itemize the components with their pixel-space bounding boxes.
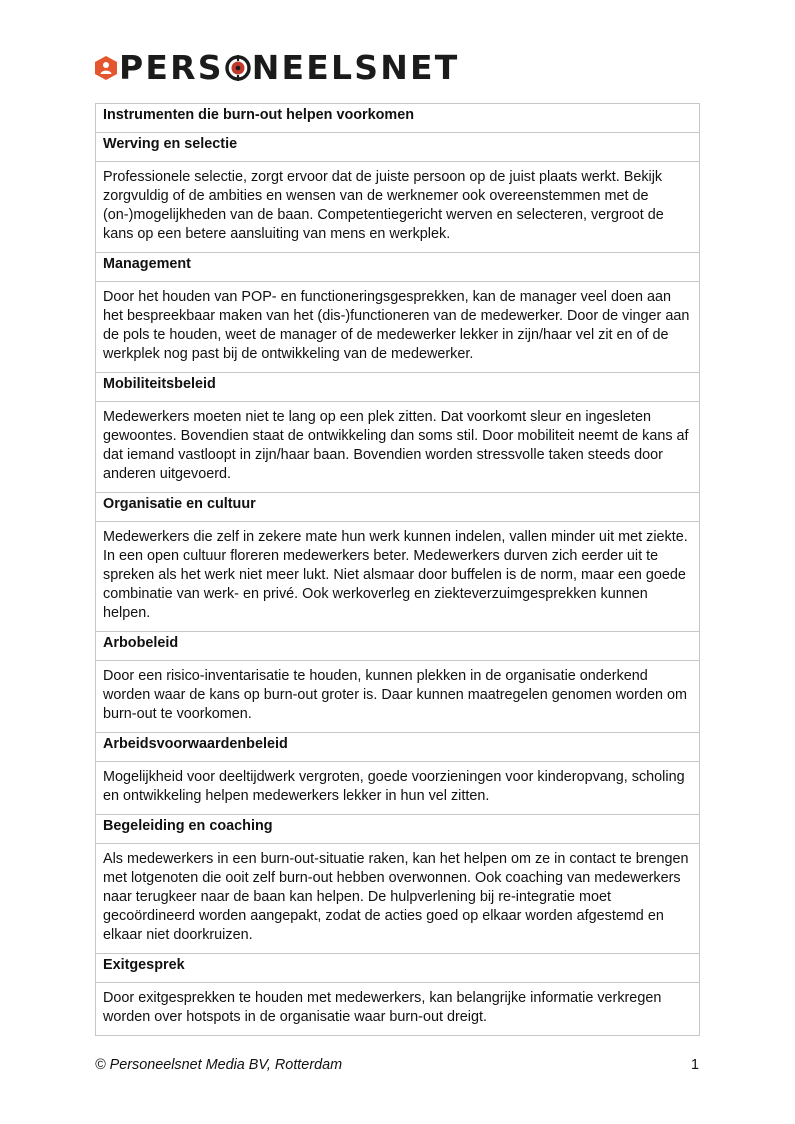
section-heading-row <box>96 815 700 844</box>
section-text: Medewerkers die zelf in zekere mate hun werk kunnen indelen, vallen minder uit met ziekte. In een open cultuur floreren medewerkers beter. Medewerkers durven zich eerder uit te spreken als het werk niet meer lukt. Niet alsmaar door buffelen is de norm, maar een goede combinatie van werk- en privé. Ook werkoverleg en ziekteverzuimgesprekken kunnen helpen. <box>96 522 700 632</box>
section-heading-row <box>96 253 700 282</box>
section-body-row <box>96 162 700 253</box>
section-text: Door exitgesprekken te houden met medewerkers, kan belangrijke informatie verkregen worden over hotspots in de organisatie waar burn-out dreigt. <box>96 983 700 1036</box>
section-text: Als medewerkers in een burn-out-situatie raken, kan het helpen om ze in contact te brengen met lotgenoten die ooit zelf burn-out hebben overwonnen. Ook coaching van medewerkers naar terugkeer naar de baan kan helpen. De hulpverlening bij re-integratie moet gecoördineerd worden aangepakt, zodat de acties goed op elkaar worden afgestemd en elkaar niet doorkruizen. <box>96 844 700 954</box>
section-heading-row <box>96 373 700 402</box>
section-text: Door het houden van POP- en functioneringsgesprekken, kan de manager veel doen aan het bespreekbaar maken van het (dis-)functioneren van de medewerker. Door de vinger aan de pols te houden, weet de manager of de medewerker lekker in zijn/haar vel zit en of de werkplek nog past bij de ontwikkeling van de medewerker. <box>96 282 700 373</box>
table-title-row <box>96 104 700 133</box>
section-body-row <box>96 402 700 493</box>
section-heading: Werving en selectie <box>96 133 700 162</box>
section-body-row <box>96 983 700 1036</box>
section-heading-row <box>96 133 700 162</box>
page-number: 1 <box>691 1057 700 1073</box>
section-body-row <box>96 661 700 733</box>
section-heading: Arbobeleid <box>96 632 700 661</box>
logo-wordmark <box>119 50 460 86</box>
section-heading: Organisatie en cultuur <box>96 493 700 522</box>
section-heading-row <box>96 954 700 983</box>
burnout-instruments-table <box>95 103 700 1036</box>
section-text: Professionele selectie, zorgt ervoor dat de juiste persoon op de juist plaats werkt. Bekijk zorgvuldig of de ambities en wensen van de werknemer ook overeenstemmen met de (on-)mogelijkheden van de baan. Competentiegericht werven en selecteren, vergroot de kans op een betere aansluiting van mens en werkplek. <box>96 162 700 253</box>
logo-text-pre: PERS <box>119 48 224 87</box>
section-text: Door een risico-inventarisatie te houden, kunnen plekken in de organisatie onderkend worden waar de kans op burn-out groter is. Daar kunnen maatregelen genomen worden om burn-out te voorkomen. <box>96 661 700 733</box>
section-heading: Arbeidsvoorwaardenbeleid <box>96 733 700 762</box>
section-heading-row <box>96 733 700 762</box>
section-text: Medewerkers moeten niet te lang op een plek zitten. Dat voorkomt sleur en ingesleten gewoontes. Bovendien staat de ontwikkeling dan soms stil. Door mobiliteit neemt de kans af dat iemand vastloopt in zijn/haar baan. Bovendien worden stressvolle taken steeds door anderen uitgevoerd. <box>96 402 700 493</box>
section-heading: Management <box>96 253 700 282</box>
section-heading: Begeleiding en coaching <box>96 815 700 844</box>
personeelsnet-logo <box>95 50 460 86</box>
target-icon <box>225 55 251 81</box>
footer-copyright: © Personeelsnet Media BV, Rotterdam <box>95 1057 343 1073</box>
section-heading: Mobiliteitsbeleid <box>96 373 700 402</box>
logo-text-post: NEELSNET <box>251 48 460 87</box>
section-heading-row <box>96 632 700 661</box>
table-title: Instrumenten die burn-out helpen voorkomen <box>96 104 700 133</box>
section-text: Mogelijkheid voor deeltijdwerk vergroten, goede voorzieningen voor kinderopvang, scholing en ontwikkeling helpen medewerkers lekker in hun vel zitten. <box>96 762 700 815</box>
hexagon-person-icon <box>95 56 117 80</box>
section-body-row <box>96 282 700 373</box>
section-heading-row <box>96 493 700 522</box>
section-body-row <box>96 844 700 954</box>
section-body-row <box>96 522 700 632</box>
section-body-row <box>96 762 700 815</box>
section-heading: Exitgesprek <box>96 954 700 983</box>
